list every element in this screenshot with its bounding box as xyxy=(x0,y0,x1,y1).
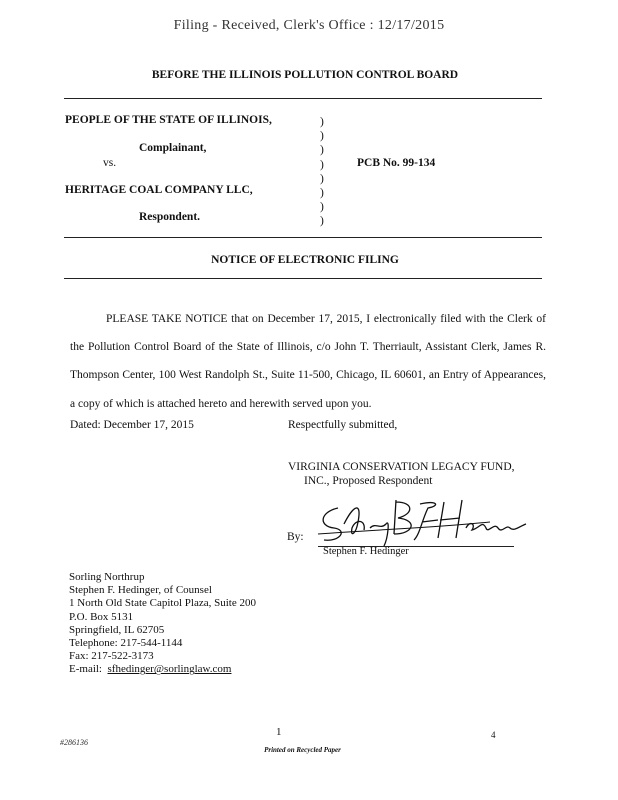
caption-top-rule xyxy=(64,98,542,99)
case-number: PCB No. 99-134 xyxy=(357,157,436,169)
filing-stamp: Filing - Received, Clerk's Office : 12/17/2015 xyxy=(173,18,445,33)
city-state-zip: Springfield, IL 62705 xyxy=(69,623,165,636)
printed-note: Printed on Recycled Paper xyxy=(264,746,341,754)
fax: Fax: 217-522-3173 xyxy=(69,650,154,663)
caption-bottom-rule xyxy=(64,237,542,238)
versus-label: vs. xyxy=(103,157,117,169)
page-number: 1 xyxy=(276,726,282,738)
notice-title-rule xyxy=(64,278,542,279)
signer-name: Stephen F. Hedinger xyxy=(323,546,409,557)
caption-parentheses: ) ) ) ) ) ) ) ) xyxy=(320,116,324,228)
notice-title: NOTICE OF ELECTRONIC FILING xyxy=(211,254,399,266)
street-address: 1 North Old State Capitol Plaza, Suite 200 xyxy=(69,597,256,610)
attorney-name: Stephen F. Hedinger, of Counsel xyxy=(69,584,212,597)
plaintiff-name: PEOPLE OF THE STATE OF ILLINOIS, xyxy=(65,114,272,126)
po-box: P.O. Box 5131 xyxy=(69,610,134,623)
defendant-role: Respondent. xyxy=(139,211,201,223)
notice-body: PLEASE TAKE NOTICE that on December 17, 2015, I electronically filed with the Clerk of the Pollution Control Board of the State of Illinois, c/o John T. Therriault, Assistant Clerk, James R. Thompson Center, 100 West Randolph St., Suite 11-500, Chicago, IL 60601, an Entry of Appearances, a copy of which is attached hereto and herewith served upon you. xyxy=(70,313,546,410)
dated-line: Dated: December 17, 2015 xyxy=(70,419,194,431)
org-line-1: VIRGINIA CONSERVATION LEGACY FUND, xyxy=(288,461,515,473)
attorney-address-block xyxy=(69,571,256,677)
org-line-2: INC., Proposed Respondent xyxy=(304,474,433,487)
page-mark-right: 4 xyxy=(491,730,496,740)
by-label: By: xyxy=(287,531,304,543)
email-link[interactable]: sfhedinger@sorlinglaw.com xyxy=(107,663,232,676)
document-id: #286136 xyxy=(60,738,88,747)
telephone: Telephone: 217-544-1144 xyxy=(69,637,183,650)
email-line xyxy=(69,663,256,676)
plaintiff-role: Complainant, xyxy=(139,142,207,154)
firm-name: Sorling Northrup xyxy=(69,571,145,583)
handwritten-signature xyxy=(310,494,530,552)
signature-block xyxy=(288,461,515,488)
defendant-name: HERITAGE COAL COMPANY LLC, xyxy=(65,184,253,196)
board-title: BEFORE THE ILLINOIS POLLUTION CONTROL BOARD xyxy=(151,69,459,81)
email-label: E-mail: xyxy=(69,663,102,676)
respectfully-submitted: Respectfully submitted, xyxy=(288,419,398,431)
